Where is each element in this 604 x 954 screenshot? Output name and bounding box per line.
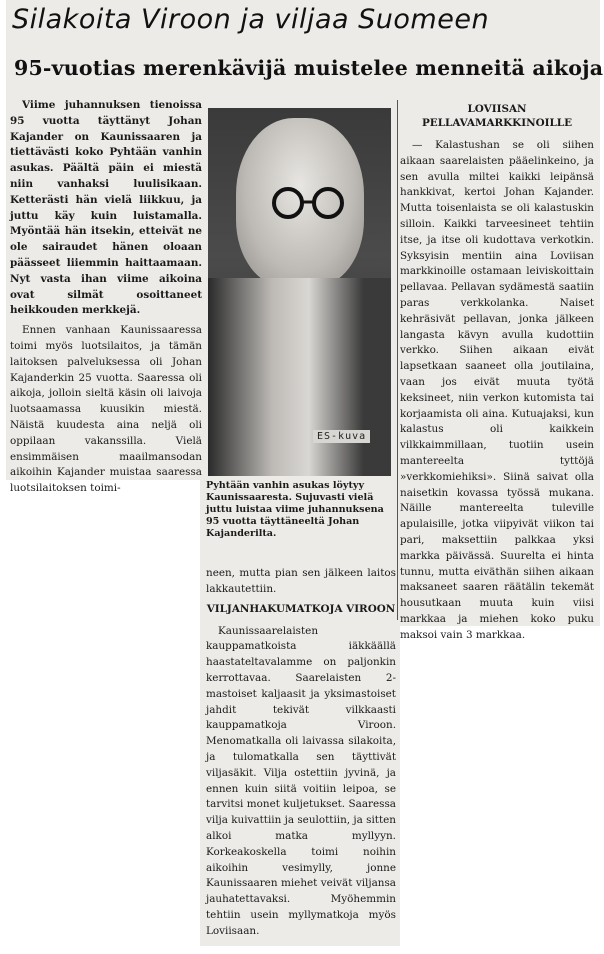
middle-paragraph: Kaunissaarelaisten kauppamatkoista iäkkäällä haastateltavalamme on paljonkin kerrottavaa. Saarelaisten 2-mastoiset kaljaasit ja yksimastoiset jahdit tekivät vilkkaasti kauppamatkoja Viroon. Menomatkalla oli laivassa silakoita, ja tulomatkalla sen täyttivät viljasäkit. Vilja ostettiin jyvinä, ja ennen kuin siitä voitiin leipoa, se tarvitsi monet kuljetukset. Saaressa vilja kuivattiin ja seulottiin, ja sitten alkoi matka myllyyn. Korkeakoskella toimi noihin aikoihin vesimylly, jonne Kaunissaaren miehet veivät viljansa jauhatettavaksi. Myöhemmin tehtiin usein myllymatkoja myös Loviisaan. bbox=[206, 624, 396, 937]
portrait-photo bbox=[208, 108, 391, 476]
headline: Silakoita Viroon ja viljaa Suomeen bbox=[12, 4, 490, 35]
glasses-icon bbox=[268, 186, 348, 220]
portrait-body bbox=[208, 278, 391, 476]
section-title-viljanhakumatkoja: VILJANHAKUMATKOJA VIROON bbox=[206, 602, 396, 615]
photo-credit: ES-kuva bbox=[313, 430, 370, 443]
right-column bbox=[400, 98, 594, 648]
subheadline: 95-vuotias merenkävijä muistelee menneitä aikoja bbox=[14, 56, 604, 80]
section-title-loviisan: LOVIISAN PELLAVAMARKKINOILLE bbox=[421, 103, 573, 129]
column-rule bbox=[397, 100, 398, 620]
photo-caption: Pyhtään vanhin asukas löytyy Kaunissaaresta. Sujuvasti vielä juttu luistaa viime juhannuksena 95 vuotta täyttäneeltä Johan Kajanderilta. bbox=[206, 480, 384, 539]
right-paragraph: — Kalastushan se oli siihen aikaan saarelaisten pääelinkeino, ja sen avulla miltei kaikki leipänsä hankkivat, kertoi Johan Kajander. Mutta toisenlaista se oli kalastuskin silloin. Kaikki tarveesineet tehtiin itse, ja itse oli kudottava verkotkin. Syksyisin mentiin aina Loviisan markkinoille ostamaan leiviskoittain pellavaa. Pellavan sydämestä saatiin paras verkkolanka. Naiset kehräsivät pellavan, jonka jälkeen langasta kävyn avulla kudottiin verkko. Siihen aikaan eivät lapsetkaan saaneet olla joutilaina, vaan jos eivät muuta työtä keksineet, niin verkon kutomista tai korjaamista oli aina. Kutuajaksi, kun kalastus oli kaikkein vilkkaimmillaan, tuotiin usein mantereelta tyttöjä »verkkomiehiksi». Siinä saivat olla naisetkin kovassa työssä mukana. Näille mantereelta tuleville apulaisille, jotka viipyivät viikon tai pari, maksettiin palkkaa yksi markka päivässä. Suurelta ei hinta tunnu, mutta eiväthän siihen aikaan maksaneet saaren räätälin tekemät housutkaan muuta kuin viisi markkaa ja miehen koko puku maksoi vain 3 markkaa. bbox=[400, 139, 594, 641]
left-body-paragraph: Ennen vanhaan Kaunissaaressa toimi myös luotsilaitos, ja tämän laitoksen palveluksessa oli Johan Kajanderkin 25 vuotta. Saaressa oli aikoja, jolloin sieltä käsin oli laivoja luotsaamassa kuusikin miestä. Näistä kuudesta aina neljä oli oppilaan vakanssilla. Vielä ensimmäisen maailmansodan aikoihin Kajander muistaa saaressa luotsilaitoksen toimi- bbox=[10, 324, 202, 495]
left-column bbox=[10, 98, 202, 501]
lead-paragraph: Viime juhannuksen tienoissa 95 vuotta täyttänyt Johan Kajander on Kaunissaaren ja tiettävästi koko Pyhtään vanhin asukas. Päältä päin ei miestä niin vanhaksi luulisikaan. Ketterästi hän vielä liikkuu, ja juttu käy kuin luistamalla. Myöntää hän itsekin, etteivät ne ole sairaudet hänen oloaan päässeet liiemmin haittaamaan. Nyt vasta ihan viime aikoina ovat silmät osoittaneet heikkouden merkkejä. bbox=[10, 99, 202, 317]
middle-continuation: neen, mutta pian sen jälkeen laitos lakkautettiin. bbox=[206, 567, 396, 595]
middle-column bbox=[206, 566, 396, 944]
